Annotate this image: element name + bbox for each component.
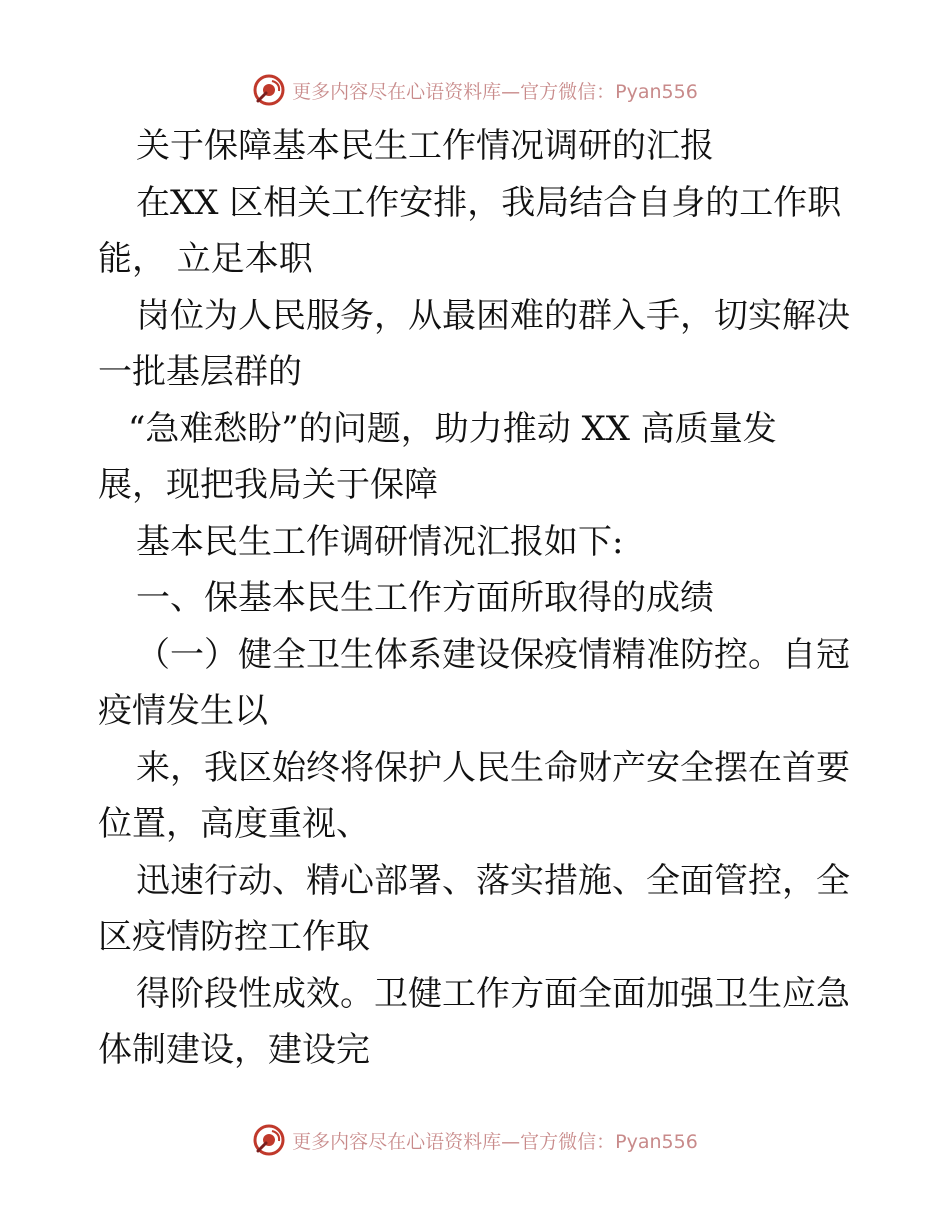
section-heading: 一、保基本民生工作方面所取得的成绩	[136, 578, 714, 618]
watermark-wechat-id: Pyan556	[615, 1130, 698, 1153]
paragraph-line: 一批基层群的	[98, 352, 302, 392]
footer-watermark	[0, 1120, 950, 1160]
paragraph-line: 区疫情防控工作取	[98, 917, 370, 957]
paragraph-line: 体制建设，建设完	[98, 1030, 370, 1070]
paragraph-line: 在XX 区相关工作安排，我局结合自身的工作职	[136, 182, 842, 223]
watermark-text: 更多内容尽在心语资料库—官方微信：Pyan556	[292, 1130, 698, 1153]
paragraph-line: 基本民生工作调研情况汇报如下:	[136, 521, 624, 562]
document-body	[98, 118, 858, 1079]
paragraph-line: 迅速行动、精心部署、落实措施、全面管控，全	[136, 860, 850, 901]
paragraph-line: 来，我区始终将保护人民生命财产安全摆在首要	[136, 747, 850, 788]
paragraph-line: 疫情发生以	[98, 691, 268, 731]
paragraph-line: 能， 立足本职	[98, 239, 313, 279]
header-watermark	[0, 70, 950, 110]
seal-logo-icon	[252, 73, 286, 107]
document-title: 关于保障基本民生工作情况调研的汇报	[136, 126, 714, 166]
paragraph-line: 得阶段性成效。卫健工作方面全面加强卫生应急	[136, 973, 850, 1014]
paragraph-line: “急难愁盼”的问题，助力推动 XX 高质量发	[128, 408, 777, 449]
paragraph-line: 位置，高度重视、	[98, 804, 370, 844]
subsection-heading: （一）健全卫生体系建设保疫情精准防控。自冠	[136, 634, 850, 675]
watermark-wechat-id: Pyan556	[615, 80, 698, 103]
watermark-text: 更多内容尽在心语资料库—官方微信：Pyan556	[292, 80, 698, 103]
paragraph-line: 岗位为人民服务，从最困难的群入手，切实解决	[136, 295, 850, 336]
seal-logo-icon	[252, 1123, 286, 1157]
paragraph-line: 展，现把我局关于保障	[98, 465, 438, 505]
